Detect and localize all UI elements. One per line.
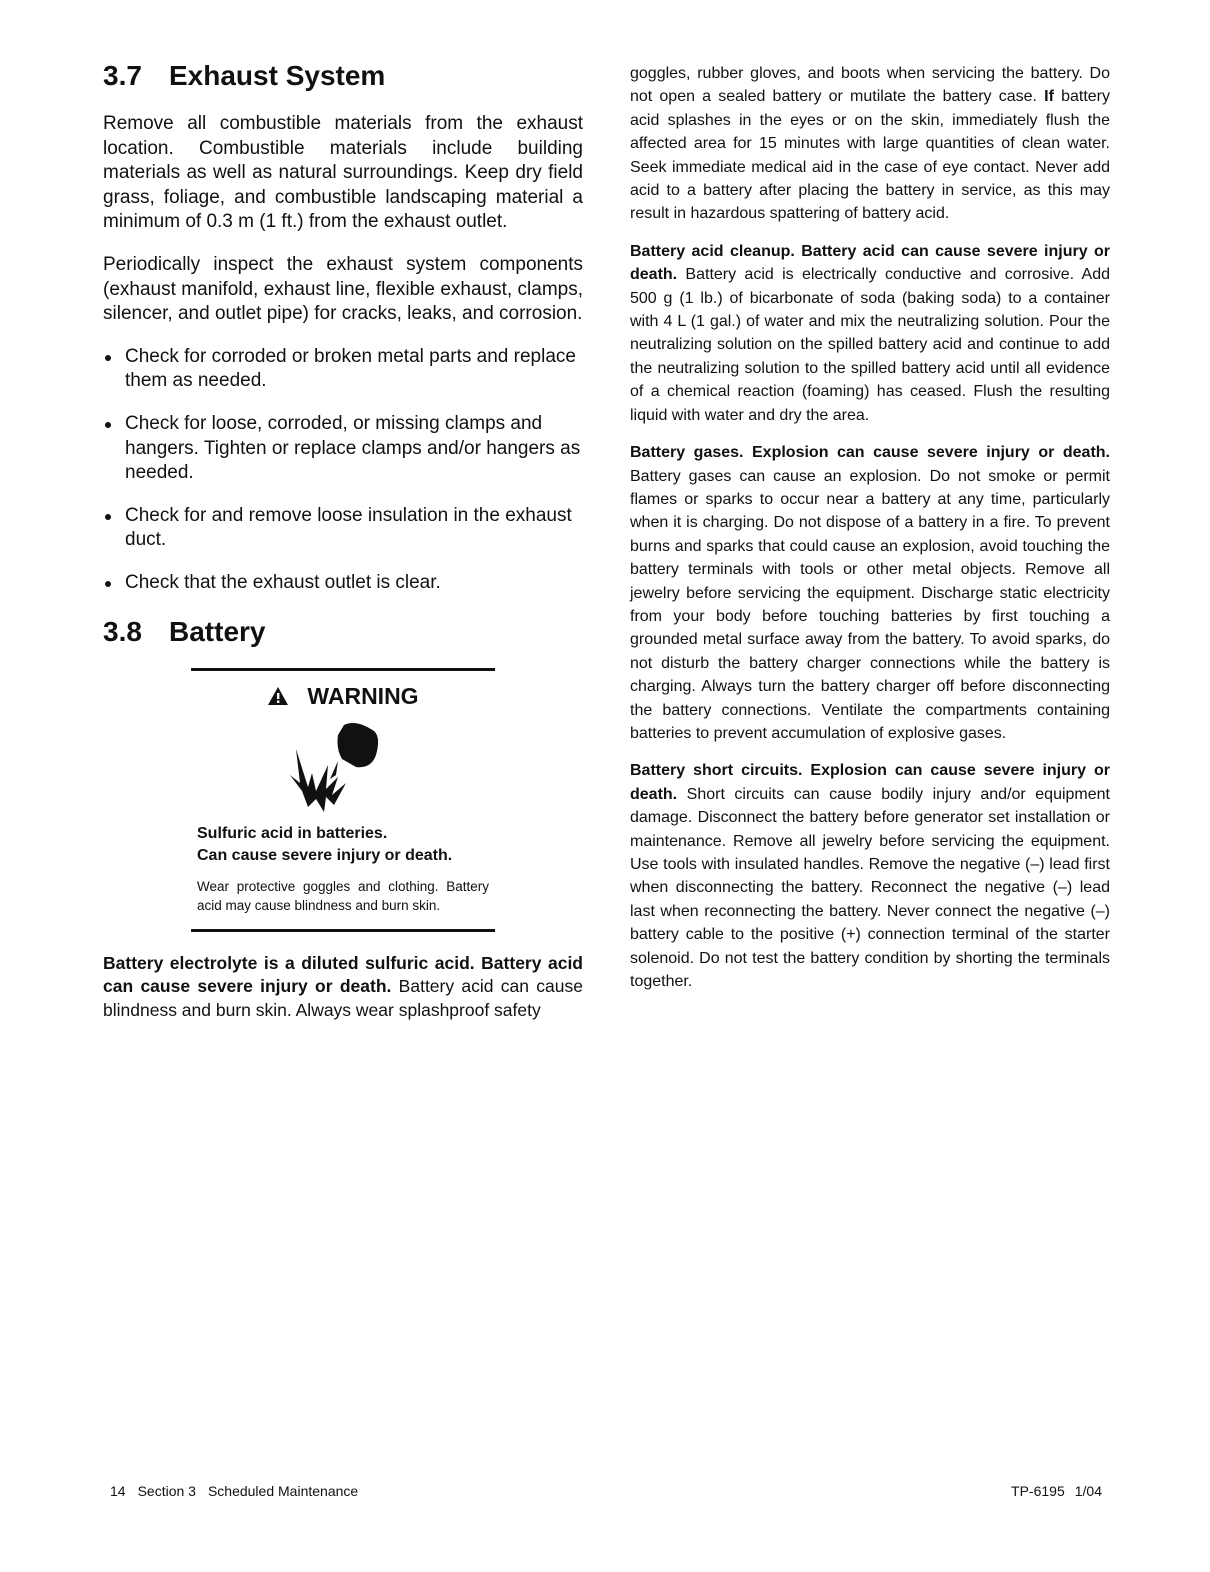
paragraph	[630, 240, 1110, 427]
section-heading-exhaust	[103, 58, 583, 94]
section-title: Exhaust System	[169, 60, 386, 91]
paragraph: Remove all combustible materials from the exhaust location. Combustible materials include building materials as well as natural surroundings. Keep dry field grass, foliage, and combustible landscaping material a minimum of 0.3 m (1 ft.) from the exhaust outlet.	[103, 113, 583, 233]
warning-title	[191, 681, 495, 711]
section-number: 3.8	[103, 615, 142, 647]
paragraph: Periodically inspect the exhaust system components (exhaust manifold, exhaust line, flexible exhaust, clamps, silencer, and outlet pipe) for cracks, leaks, and corrosion.	[103, 253, 583, 325]
section-title: Battery	[169, 615, 266, 647]
bold-text: If	[1044, 88, 1054, 106]
acid-splash-icon	[286, 717, 386, 817]
warning-body: Wear protective goggles and clothing. Battery acid may cause blindness and burn skin.	[197, 878, 489, 913]
paragraph	[630, 441, 1110, 745]
bold-lead: Battery electrolyte is a diluted sulfuric acid. Battery acid can cause severe injury or death.	[103, 952, 583, 996]
paragraph-text: battery acid splashes in the eyes or on the skin, immediately flush the affected area for 15 minutes with large quantities of clean water. Seek immediate medical aid in the case of eye contact. Never add acid to a battery after placing the battery in service, as this may result in hazardous spattering of battery acid.	[630, 88, 1111, 223]
section-heading-battery	[103, 614, 583, 650]
paragraph-text: Short circuits can cause bodily injury and/or equipment damage. Disconnect the battery before generator set installation or maintenance. Remove all jewelry before servicing the equipment. Use tools with insulated handles. Remove the negative (–) lead first when disconnecting the battery. Reconnect the negative (–) lead last when reconnecting the battery. Never connect the negative (–) battery cable to the positive (+) connection terminal of the starter solenoid. Do not test the battery condition by shorting the terminals together.	[630, 785, 1110, 991]
warning-triangle-icon	[267, 686, 289, 706]
footer-section: Section 3	[137, 1483, 196, 1499]
list-item: Check that the exhaust outlet is clear.	[103, 571, 583, 596]
bullet-list	[103, 345, 583, 596]
bold-lead: Battery short circuits. Explosion can cause severe injury or death.	[630, 762, 1110, 803]
footer-section-title: Scheduled Maintenance	[207, 1483, 359, 1499]
paragraph-text: Battery acid is electrically conductive and corrosive. Add 500 g (1 lb.) of bicarbonate of soda (baking soda) to a container with 4 L (1 gal.) of water and mix the neutralizing solution. Pour the neutralizing solution on the spilled battery acid and continue to add the neutralizing solution to the spilled battery acid until all evidence of a chemical reaction (foaming) has ceased. Flush the resulting liquid with water and dry the area.	[630, 266, 1110, 424]
warning-headline: Sulfuric acid in batteries.	[197, 824, 388, 842]
list-item: Check for and remove loose insulation in the exhaust duct.	[103, 504, 583, 553]
document-date: 1/04	[1074, 1483, 1102, 1499]
warning-label: WARNING	[307, 682, 419, 709]
paragraph-text: Battery gases can cause an explosion. Do not smoke or permit flames or sparks to occur near a battery at any time, particularly when it is charging. Do not dispose of a battery in a fire. To prevent burns and sparks that could cause an explosion, avoid touching the battery terminals with tools or other metal objects. Remove all jewelry before servicing the equipment. Discharge static electricity from your body before touching batteries by first touching a grounded metal surface away from the battery. To avoid sparks, do not disturb the battery charger connections while the battery is charging. Always turn the battery charger off before disconnecting the battery connections. Ventilate the compartments containing batteries to prevent accumulation of explosive gases.	[630, 467, 1110, 742]
bold-lead: Battery gases. Explosion can cause severe injury or death.	[630, 444, 1110, 462]
paragraph-text: Battery acid can cause blindness and burn skin. Always wear splashproof safety	[103, 976, 584, 1020]
list-item: Check for corroded or broken metal parts and replace them as needed.	[103, 345, 583, 394]
page-number: 14	[110, 1483, 126, 1499]
warning-box	[191, 668, 495, 932]
document-id: TP-6195	[1011, 1483, 1065, 1499]
warning-headline: Can cause severe injury or death.	[197, 846, 453, 864]
right-column	[630, 62, 1110, 1007]
list-item: Check for loose, corroded, or missing clamps and hangers. Tighten or replace clamps and/or hangers as needed.	[103, 412, 583, 486]
footer-right	[1001, 1483, 1102, 1499]
paragraph	[630, 759, 1110, 993]
paragraph	[103, 952, 583, 1023]
bold-lead: Battery acid cleanup. Battery acid can cause severe injury or death.	[630, 242, 1110, 284]
left-column	[103, 58, 583, 1040]
paragraph-text: goggles, rubber gloves, and boots when servicing the battery. Do not open a sealed battery or mutilate the battery case.	[630, 65, 1110, 106]
paragraph	[630, 62, 1110, 226]
footer-left	[110, 1483, 370, 1499]
section-number: 3.7	[103, 60, 142, 91]
